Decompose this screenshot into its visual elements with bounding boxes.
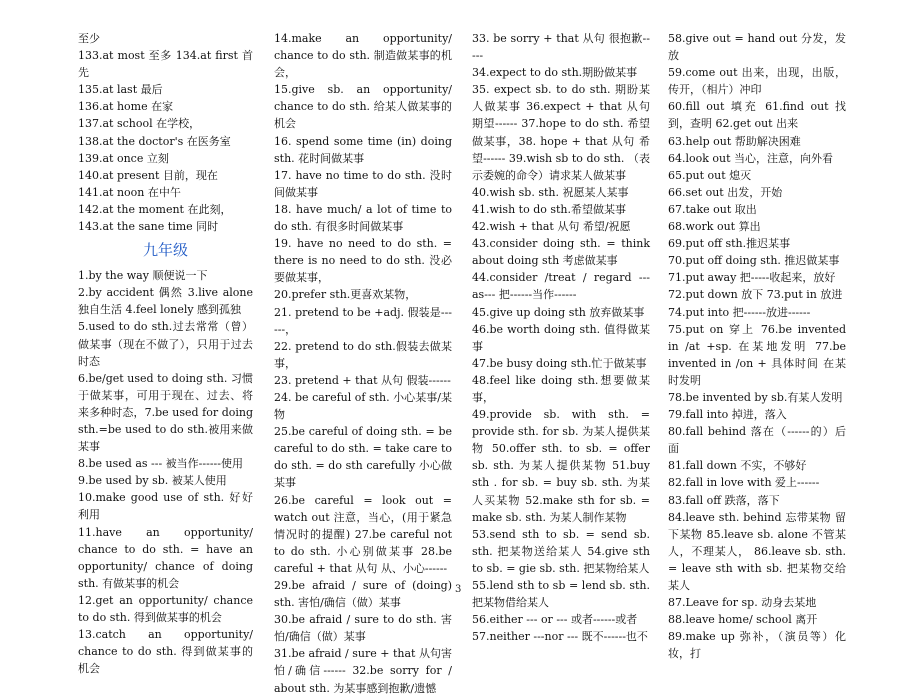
phrase-entry: 81.fall down 不实，不够好	[668, 459, 807, 473]
phrase-entry: 14.make an opportunity/ chance to do sth. 制造做某事的机会，	[274, 32, 452, 80]
phrase-entry: 21. pretend to be +adj. 假装是------，	[274, 305, 452, 336]
phrase-entry: 64.look out 当心，注意，向外看	[668, 151, 834, 165]
phrase-entry: 89.make up 弥补，（演员等）化妆，打	[668, 630, 846, 661]
grade-heading: 九年级	[142, 241, 188, 260]
phrase-entry: 78.be invented by sb.有某人发明	[668, 390, 843, 404]
phrase-entry: 143.at the sane time 同时	[78, 220, 219, 234]
phrase-entry: 49.provide sb. with sth. = provide sth. for sb. 为某人提供某物 50.offer sth. to sb. = offer sb. sth. 为某人提供某物 51.buy sth . for sb. = buy sb. sth. 为某人买某物 52.make sth for sb. = make sb. sth. 为某人制作某物	[472, 408, 650, 524]
phrase-entry: 15.give sb. an opportunity/ chance to do sth. 给某人做某事的机会	[274, 83, 452, 131]
phrase-entry: 57.neither ---nor --- 既不------也不	[472, 630, 648, 644]
phrase-entry: 17. have no time to do sth. 没时间做某事	[274, 168, 452, 199]
phrase-entry: 5.used to do sth.过去常常（曾）做某事（现在不做了），只用于过去时态	[78, 320, 253, 368]
phrase-entry: 23. pretend + that 从句 假装------	[274, 373, 451, 387]
phrase-entry: 44.consider /treat / regard --- as--- 把------当作------	[472, 271, 650, 302]
phrase-entry: 47.be busy doing sth.忙于做某事	[472, 356, 647, 370]
phrase-entry: 1.by the way 顺便说一下	[78, 269, 208, 283]
phrase-entry: 35. expect sb. to do sth. 期盼某人做某事 36.expect + that 从句 期望------ 37.hope to do sth. 希望做某事，38. hope + that 从句 希望------ 39.wish sb to do sth. （表示委婉的命令）请求某人做某事	[472, 83, 650, 182]
column-1-top	[78, 30, 253, 235]
phrase-entry: 48.feel like doing sth.想要做某事，	[472, 373, 650, 404]
page-number: 3	[455, 584, 462, 595]
phrase-entry: 13.catch an opportunity/ chance to do sth. 得到做某事的机会	[78, 628, 253, 676]
phrase-entry: 26.be careful = look out = watch out 注意，当心，(用于紧急情况时的提醒) 27.be careful not to do sth. 小心别做某事 28.be careful + that 从句 从、小心------	[274, 493, 452, 575]
phrase-entry: 80.fall behind 落在（------的）后面	[668, 425, 846, 456]
column-3	[472, 30, 650, 645]
phrase-entry: 82.fall in love with 爱上------	[668, 476, 820, 490]
phrase-entry: 46.be worth doing sth. 值得做某事	[472, 322, 650, 353]
phrase-entry: 53.send sth to sb. = send sb. sth. 把某物送给某人 54.give sth to sb. = gie sb. sth. 把某物给某人	[472, 527, 650, 575]
phrase-entry: 22. pretend to do sth.假装去做某事，	[274, 339, 452, 370]
phrase-entry: 30.be afraid / sure to do sth. 害怕/确信（做）某事	[274, 613, 452, 644]
phrase-entry: 59.come out 出来，出现，出版，传开，（相片）冲印	[668, 66, 846, 97]
phrase-entry: 19. have no need to do sth. = there is no need to do sth. 没必要做某事，	[274, 237, 452, 285]
phrase-entry: 45.give up doing sth 放弃做某事	[472, 305, 645, 319]
phrase-entry: 63.help out 帮助解决困难	[668, 134, 801, 148]
column-2	[274, 30, 452, 697]
phrase-entry: 83.fall off 跌落，落下	[668, 493, 780, 507]
phrase-entry: 79.fall into 掉进，落入	[668, 408, 787, 422]
phrase-entry: 25.be careful of doing sth. = be careful to do sth. = take care to do sth. = do sth carefully 小心做某事	[274, 425, 452, 490]
phrase-entry: 65.put out 熄灭	[668, 168, 752, 182]
phrase-entry: 71.put away 把-----收起来，放好	[668, 271, 836, 285]
phrase-entry: 75.put on 穿上 76.be invented in /at +sp. 在某地发明 77.be invented in /on + 具体时间 在某时发明	[668, 322, 846, 387]
phrase-entry: 12.get an opportunity/ chance to do sth. 得到做某事的机会	[78, 593, 253, 624]
phrase-entry: 84.leave sth. behind 忘带某物 留下某物 85.leave sb. alone 不管某人，不理某人， 86.leave sb. sth. = leave sth with sb. 把某物交给某人	[668, 510, 846, 592]
phrase-entry: 140.at present 目前，现在	[78, 168, 218, 182]
phrase-entry: 142.at the moment 在此刻，	[78, 202, 232, 216]
phrase-entry: 至少	[78, 32, 100, 45]
phrase-entry: 9.be used by sb. 被某人使用	[78, 474, 227, 488]
phrase-entry: 67.take out 取出	[668, 202, 757, 216]
phrase-entry: 29.be afraid / sure of (doing) sth. 害怕/确信（做）某事	[274, 579, 452, 610]
phrase-entry: 133.at most 至多 134.at first 首先	[78, 49, 253, 80]
phrase-entry: 141.at noon 在中午	[78, 185, 181, 199]
phrase-entry: 55.lend sth to sb = lend sb. sth. 把某物借给某人	[472, 579, 650, 610]
phrase-entry: 56.either --- or --- 或者------或者	[472, 613, 638, 627]
phrase-entry: 16. spend some time (in) doing sth. 花时间做某事	[274, 134, 452, 165]
phrase-entry: 20.prefer sth.更喜欢某物，	[274, 288, 417, 302]
phrase-entry: 11.have an opportunity/ chance to do sth. = have an opportunity/ chance of doing sth. 有做某事的机会	[78, 525, 253, 590]
phrase-entry: 139.at once 立刻	[78, 151, 169, 165]
phrase-entry: 6.be/get used to doing sth. 习惯于做某事，可用于现在、过去、将来多种时态，7.be used for doing sth.=be used to do sth.被用来做某事	[78, 371, 253, 454]
phrase-entry: 8.be used as --- 被当作------使用	[78, 457, 243, 471]
phrase-entry: 33. be sorry + that 从句 很抱歉-----	[472, 32, 650, 63]
phrase-entry: 69.put off sth.推迟某事	[668, 237, 791, 251]
phrase-entry: 66.set out 出发，开始	[668, 185, 783, 199]
phrase-entry: 74.put into 把------放进------	[668, 305, 811, 319]
phrase-entry: 34.expect to do sth.期盼做某事	[472, 66, 638, 80]
phrase-entry: 24. be careful of sth. 小心某事/某物	[274, 390, 452, 422]
phrase-entry: 41.wish to do sth.希望做某事	[472, 202, 626, 216]
phrase-entry: 68.work out 算出	[668, 220, 761, 234]
phrase-entry: 135.at last 最后	[78, 83, 163, 97]
phrase-entry: 42.wish + that 从句 希望/祝愿	[472, 220, 631, 234]
phrase-entry: 18. have much/ a lot of time to do sth. 有很多时间做某事	[274, 202, 452, 234]
phrase-entry: 138.at the doctor's 在医务室	[78, 134, 231, 148]
phrase-entry: 43.consider doing sth. = think about doing sth 考虑做某事	[472, 237, 650, 268]
phrase-entry: 137.at school 在学校，	[78, 117, 201, 131]
phrase-entry: 87.Leave for sp. 动身去某地	[668, 596, 817, 610]
phrase-entry: 72.put down 放下 73.put in 放进	[668, 288, 843, 302]
column-1-bottom	[78, 267, 253, 677]
column-1	[78, 30, 253, 677]
phrase-entry: 31.be afraid / sure + that 从句害怕/确信------ 32.be sorry for / about sth. 为某事感到抱歉/遗憾	[274, 647, 452, 695]
phrase-entry: 40.wish sb. sth. 祝愿某人某事	[472, 185, 629, 199]
phrase-entry: 88.leave home/ school 离开	[668, 613, 818, 627]
phrase-entry: 70.put off doing sth. 推迟做某事	[668, 254, 840, 268]
phrase-entry: 2.by accident 偶然 3.live alone 独自生活 4.feel lonely 感到孤独	[78, 286, 253, 317]
phrase-entry: 136.at home 在家	[78, 100, 174, 114]
phrase-entry: 60.fill out 填充 61.find out 找到，查明 62.get out 出来	[668, 100, 846, 131]
phrase-entry: 10.make good use of sth. 好好利用	[78, 491, 253, 522]
phrase-entry: 58.give out = hand out 分发，发放	[668, 32, 846, 63]
column-4	[668, 30, 846, 662]
